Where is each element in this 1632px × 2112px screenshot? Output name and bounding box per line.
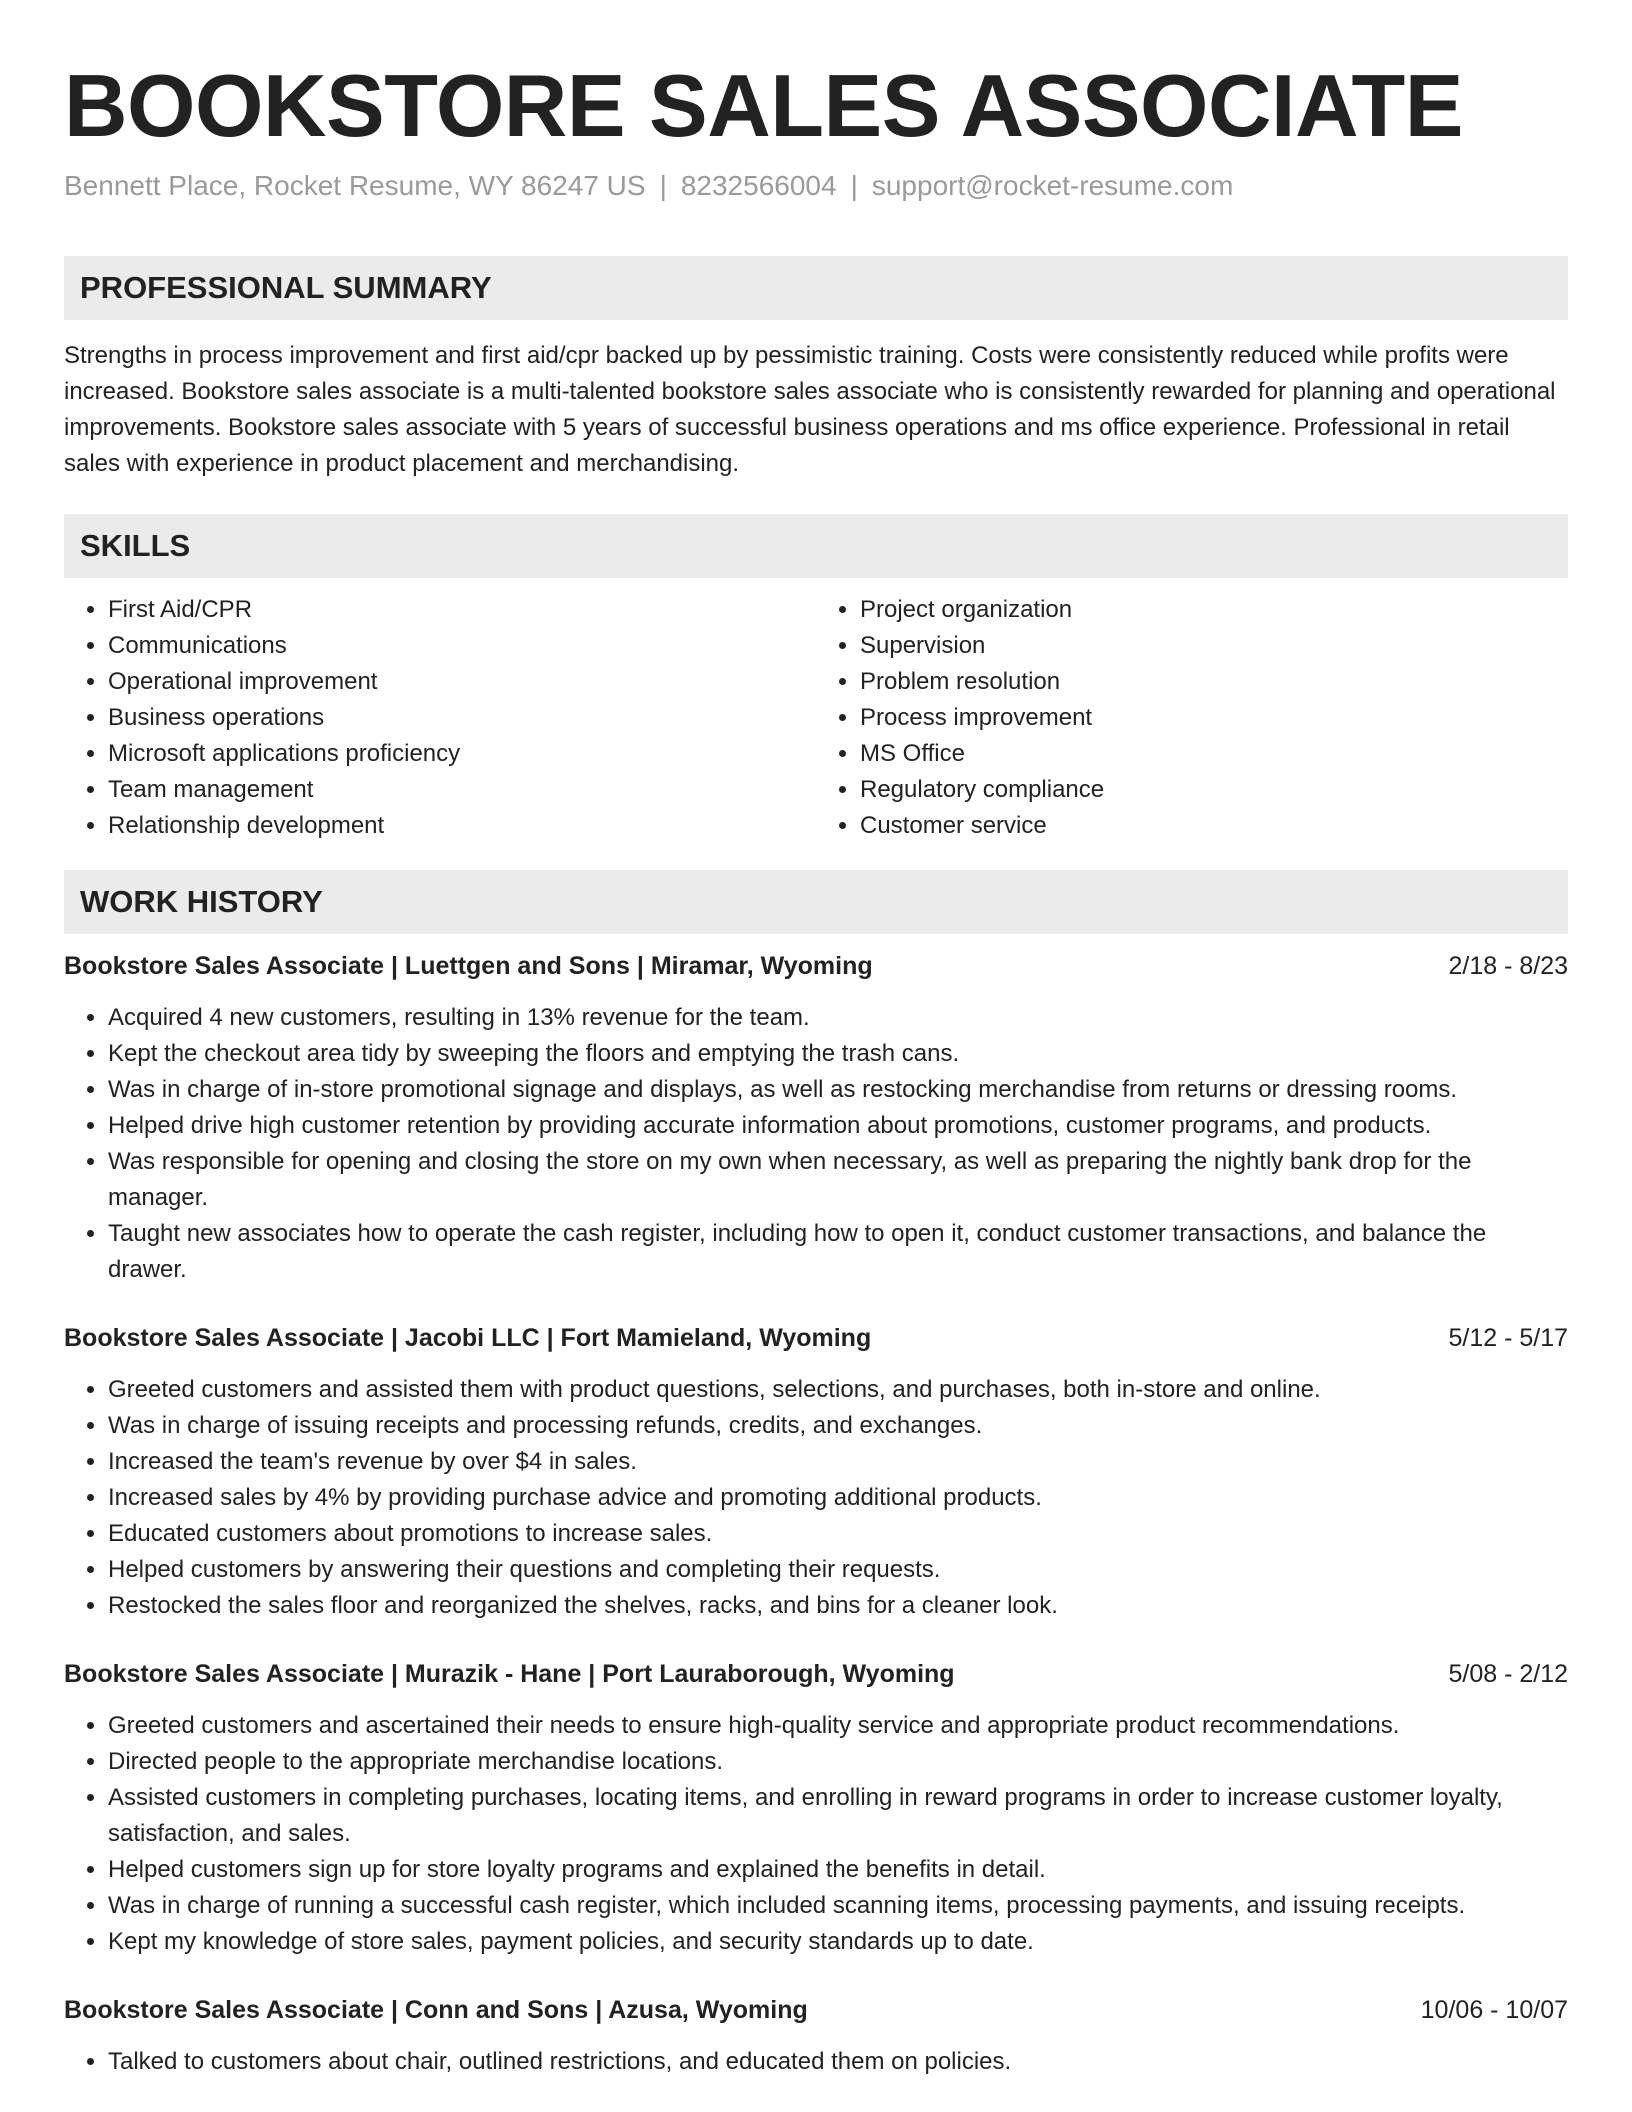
- job-bullet: • Assisted customers in completing purchases, locating items, and enrolling in reward programs in order to increase customer loyalty, satisfaction, and sales.: [108, 1780, 1568, 1852]
- skill-item: • Relationship development: [108, 808, 816, 844]
- job-bullet: • Increased the team's revenue by over $4 in sales.: [108, 1444, 1568, 1480]
- job-bullets: [64, 1708, 1568, 1960]
- skill-item: • MS Office: [860, 736, 1568, 772]
- job-bullet: • Educated customers about promotions to increase sales.: [108, 1516, 1568, 1552]
- job-bullets: [64, 1000, 1568, 1288]
- section-heading-work-history: WORK HISTORY: [64, 870, 1568, 934]
- job-dates: 10/06 - 10/07: [1420, 1996, 1568, 2024]
- skill-item: • Customer service: [860, 808, 1568, 844]
- job-bullet: • Talked to customers about chair, outlined restrictions, and educated them on policies.: [108, 2044, 1568, 2080]
- contact-address: Bennett Place, Rocket Resume, WY 86247 US: [64, 170, 646, 201]
- job-dates: 2/18 - 8/23: [1448, 952, 1568, 980]
- job-bullet: • Kept my knowledge of store sales, payment policies, and security standards up to date.: [108, 1924, 1568, 1960]
- job-bullet: • Restocked the sales floor and reorganized the shelves, racks, and bins for a cleaner look.: [108, 1588, 1568, 1624]
- skill-item: • Business operations: [108, 700, 816, 736]
- job-header: [64, 1656, 1568, 1692]
- job-title: Bookstore Sales Associate | Luettgen and Sons | Miramar, Wyoming: [64, 952, 873, 980]
- contact-separator: |: [850, 170, 858, 201]
- skill-item: • Supervision: [860, 628, 1568, 664]
- job-entry: [64, 1992, 1568, 2080]
- job-dates: 5/08 - 2/12: [1448, 1660, 1568, 1688]
- contact-phone: 8232566004: [680, 170, 837, 201]
- job-bullet: • Greeted customers and ascertained their needs to ensure high-quality service and appropriate product recommendations.: [108, 1708, 1568, 1744]
- job-bullet: • Directed people to the appropriate merchandise locations.: [108, 1744, 1568, 1780]
- section-heading-skills: SKILLS: [64, 514, 1568, 578]
- job-bullets: [64, 1372, 1568, 1624]
- candidate-name: BOOKSTORE SALES ASSOCIATE: [64, 56, 1463, 155]
- job-entry: [64, 1320, 1568, 1624]
- skill-item: • Microsoft applications proficiency: [108, 736, 816, 772]
- job-header: [64, 1992, 1568, 2028]
- job-bullet: • Acquired 4 new customers, resulting in 13% revenue for the team.: [108, 1000, 1568, 1036]
- skills-column-left: [64, 592, 816, 844]
- job-entry: [64, 1656, 1568, 1960]
- job-bullet: • Helped customers sign up for store loyalty programs and explained the benefits in detail.: [108, 1852, 1568, 1888]
- job-header: [64, 1320, 1568, 1356]
- job-dates: 5/12 - 5/17: [1448, 1324, 1568, 1352]
- skills-column-right: [816, 592, 1568, 844]
- job-bullet: • Was responsible for opening and closing the store on my own when necessary, as well as preparing the nightly bank drop for the manager.: [108, 1144, 1568, 1216]
- section-heading-summary: PROFESSIONAL SUMMARY: [64, 256, 1568, 320]
- skill-item: • First Aid/CPR: [108, 592, 816, 628]
- contact-email[interactable]: support@rocket-resume.com: [871, 170, 1234, 201]
- skill-item: • Project organization: [860, 592, 1568, 628]
- skill-item: • Communications: [108, 628, 816, 664]
- contact-line: [64, 168, 1568, 204]
- job-bullet: • Kept the checkout area tidy by sweeping the floors and emptying the trash cans.: [108, 1036, 1568, 1072]
- contact-separator: |: [659, 170, 667, 201]
- job-entry: [64, 948, 1568, 1288]
- summary-text: Strengths in process improvement and first aid/cpr backed up by pessimistic training. Costs were consistently reduced while profits were increased. Bookstore sales associate is a multi-talented bookstore sales associate who is consistently rewarded for planning and operational improvements. Bookstore sales associate with 5 years of successful business operations and ms office experience. Professional in retail sales with experience in product placement and merchandising.: [64, 342, 1556, 477]
- job-header: [64, 948, 1568, 984]
- skill-item: • Regulatory compliance: [860, 772, 1568, 808]
- job-bullet: • Was in charge of in-store promotional signage and displays, as well as restocking merchandise from returns or dressing rooms.: [108, 1072, 1568, 1108]
- job-bullet: • Helped customers by answering their questions and completing their requests.: [108, 1552, 1568, 1588]
- job-bullets: [64, 2044, 1568, 2080]
- job-bullet: • Helped drive high customer retention by providing accurate information about promotions, customer programs, and products.: [108, 1108, 1568, 1144]
- job-bullet: • Greeted customers and assisted them with product questions, selections, and purchases, both in-store and online.: [108, 1372, 1568, 1408]
- job-title: Bookstore Sales Associate | Murazik - Hane | Port Lauraborough, Wyoming: [64, 1660, 955, 1688]
- skill-item: • Team management: [108, 772, 816, 808]
- job-bullet: • Increased sales by 4% by providing purchase advice and promoting additional products.: [108, 1480, 1568, 1516]
- job-title: Bookstore Sales Associate | Conn and Sons | Azusa, Wyoming: [64, 1996, 808, 2024]
- job-bullet: • Was in charge of running a successful cash register, which included scanning items, processing payments, and issuing receipts.: [108, 1888, 1568, 1924]
- skills-list: [64, 592, 1568, 844]
- job-bullet: • Taught new associates how to operate the cash register, including how to open it, conduct customer transactions, and balance the drawer.: [108, 1216, 1568, 1288]
- skill-item: • Problem resolution: [860, 664, 1568, 700]
- skill-item: • Process improvement: [860, 700, 1568, 736]
- job-bullet: • Was in charge of issuing receipts and processing refunds, credits, and exchanges.: [108, 1408, 1568, 1444]
- skill-item: • Operational improvement: [108, 664, 816, 700]
- job-title: Bookstore Sales Associate | Jacobi LLC | Fort Mamieland, Wyoming: [64, 1324, 872, 1352]
